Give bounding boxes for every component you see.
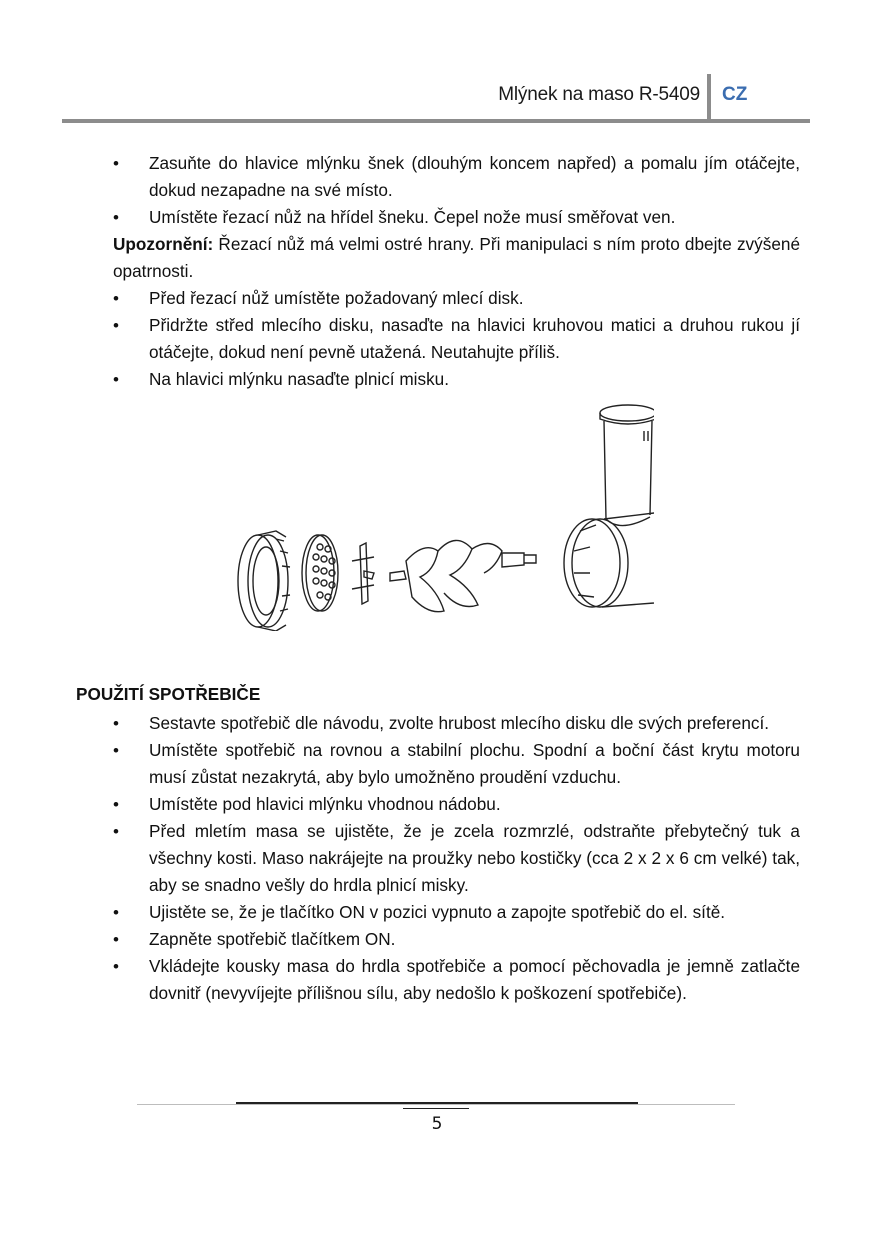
list-item: • Umístěte spotřebič na rovnou a stabilní plochu. Spodní a boční část krytu motoru musí zůstat nezakrytá, aby bylo umožněno proudění vzduchu.	[76, 737, 800, 791]
section-title: POUŽITÍ SPOTŘEBIČE	[76, 684, 261, 704]
list-item: • Před mletím masa se ujistěte, že je zcela rozmrzlé, odstraňte přebytečný tuk a všechny kosti. Maso nakrájejte na proužky nebo kostičky (cca 2 x 2 x 6 cm velké) tak, aby se snadno vešly do hrdla plnicí misky.	[76, 818, 800, 899]
list-item: • Na hlavici mlýnku nasaďte plnicí misku.	[76, 366, 800, 393]
list-item: • Zasuňte do hlavice mlýnku šnek (dlouhým koncem napřed) a pomalu jím otáčejte, dokud nezapadne na své místo.	[76, 150, 800, 204]
warning-text: Řezací nůž má velmi ostré hrany. Při manipulaci s ním proto dbejte zvýšené opatrnosti.	[113, 234, 800, 281]
assembly-list-2	[76, 285, 800, 393]
cutting-knife-drawing	[352, 543, 374, 604]
grinder-exploded-illustration	[224, 401, 654, 631]
page-number-rule	[403, 1108, 469, 1109]
header-title: Mlýnek na maso R-5409	[498, 84, 700, 105]
warning-label: Upozornění:	[113, 234, 214, 254]
list-item: • Sestavte spotřebič dle návodu, zvolte hrubost mlecího disku dle svých preferencí.	[76, 710, 800, 737]
list-item: • Zapněte spotřebič tlačítkem ON.	[76, 926, 800, 953]
language-badge: CZ	[722, 84, 748, 105]
header-separator	[707, 74, 711, 122]
list-item: • Vkládejte kousky masa do hrdla spotřebiče a pomocí pěchovadla je jemně zatlačte dovnitř (nevyvíjejte přílišnou sílu, aby nedošlo k poškození spotřebiče).	[76, 953, 800, 1007]
usage-list	[76, 710, 800, 1007]
list-item: • Ujistěte se, že je tlačítko ON v pozici vypnuto a zapojte spotřebič do el. sítě.	[76, 899, 800, 926]
list-item: • Umístěte řezací nůž na hřídel šneku. Čepel nože musí směřovat ven.	[76, 204, 800, 231]
warning-paragraph	[76, 231, 800, 285]
header-rule	[62, 119, 810, 123]
grinding-disc-drawing	[302, 535, 338, 611]
ring-nut-drawing	[238, 531, 290, 631]
footer-rule-dark	[236, 1102, 638, 1104]
list-item: • Před řezací nůž umístěte požadovaný mlecí disk.	[76, 285, 800, 312]
assembly-list	[76, 150, 800, 231]
grinder-assembly-figure	[76, 401, 800, 661]
footer-rule	[137, 1104, 735, 1105]
page-content	[76, 150, 800, 1007]
grinder-head-drawing	[564, 405, 654, 607]
feed-screw-drawing	[390, 540, 536, 611]
page-number: 5	[431, 1114, 443, 1134]
list-item: • Umístěte pod hlavici mlýnku vhodnou nádobu.	[76, 791, 800, 818]
list-item: • Přidržte střed mlecího disku, nasaďte na hlavici kruhovou matici a druhou rukou jí otáčejte, dokud není pevně utažená. Neutahujte příliš.	[76, 312, 800, 366]
